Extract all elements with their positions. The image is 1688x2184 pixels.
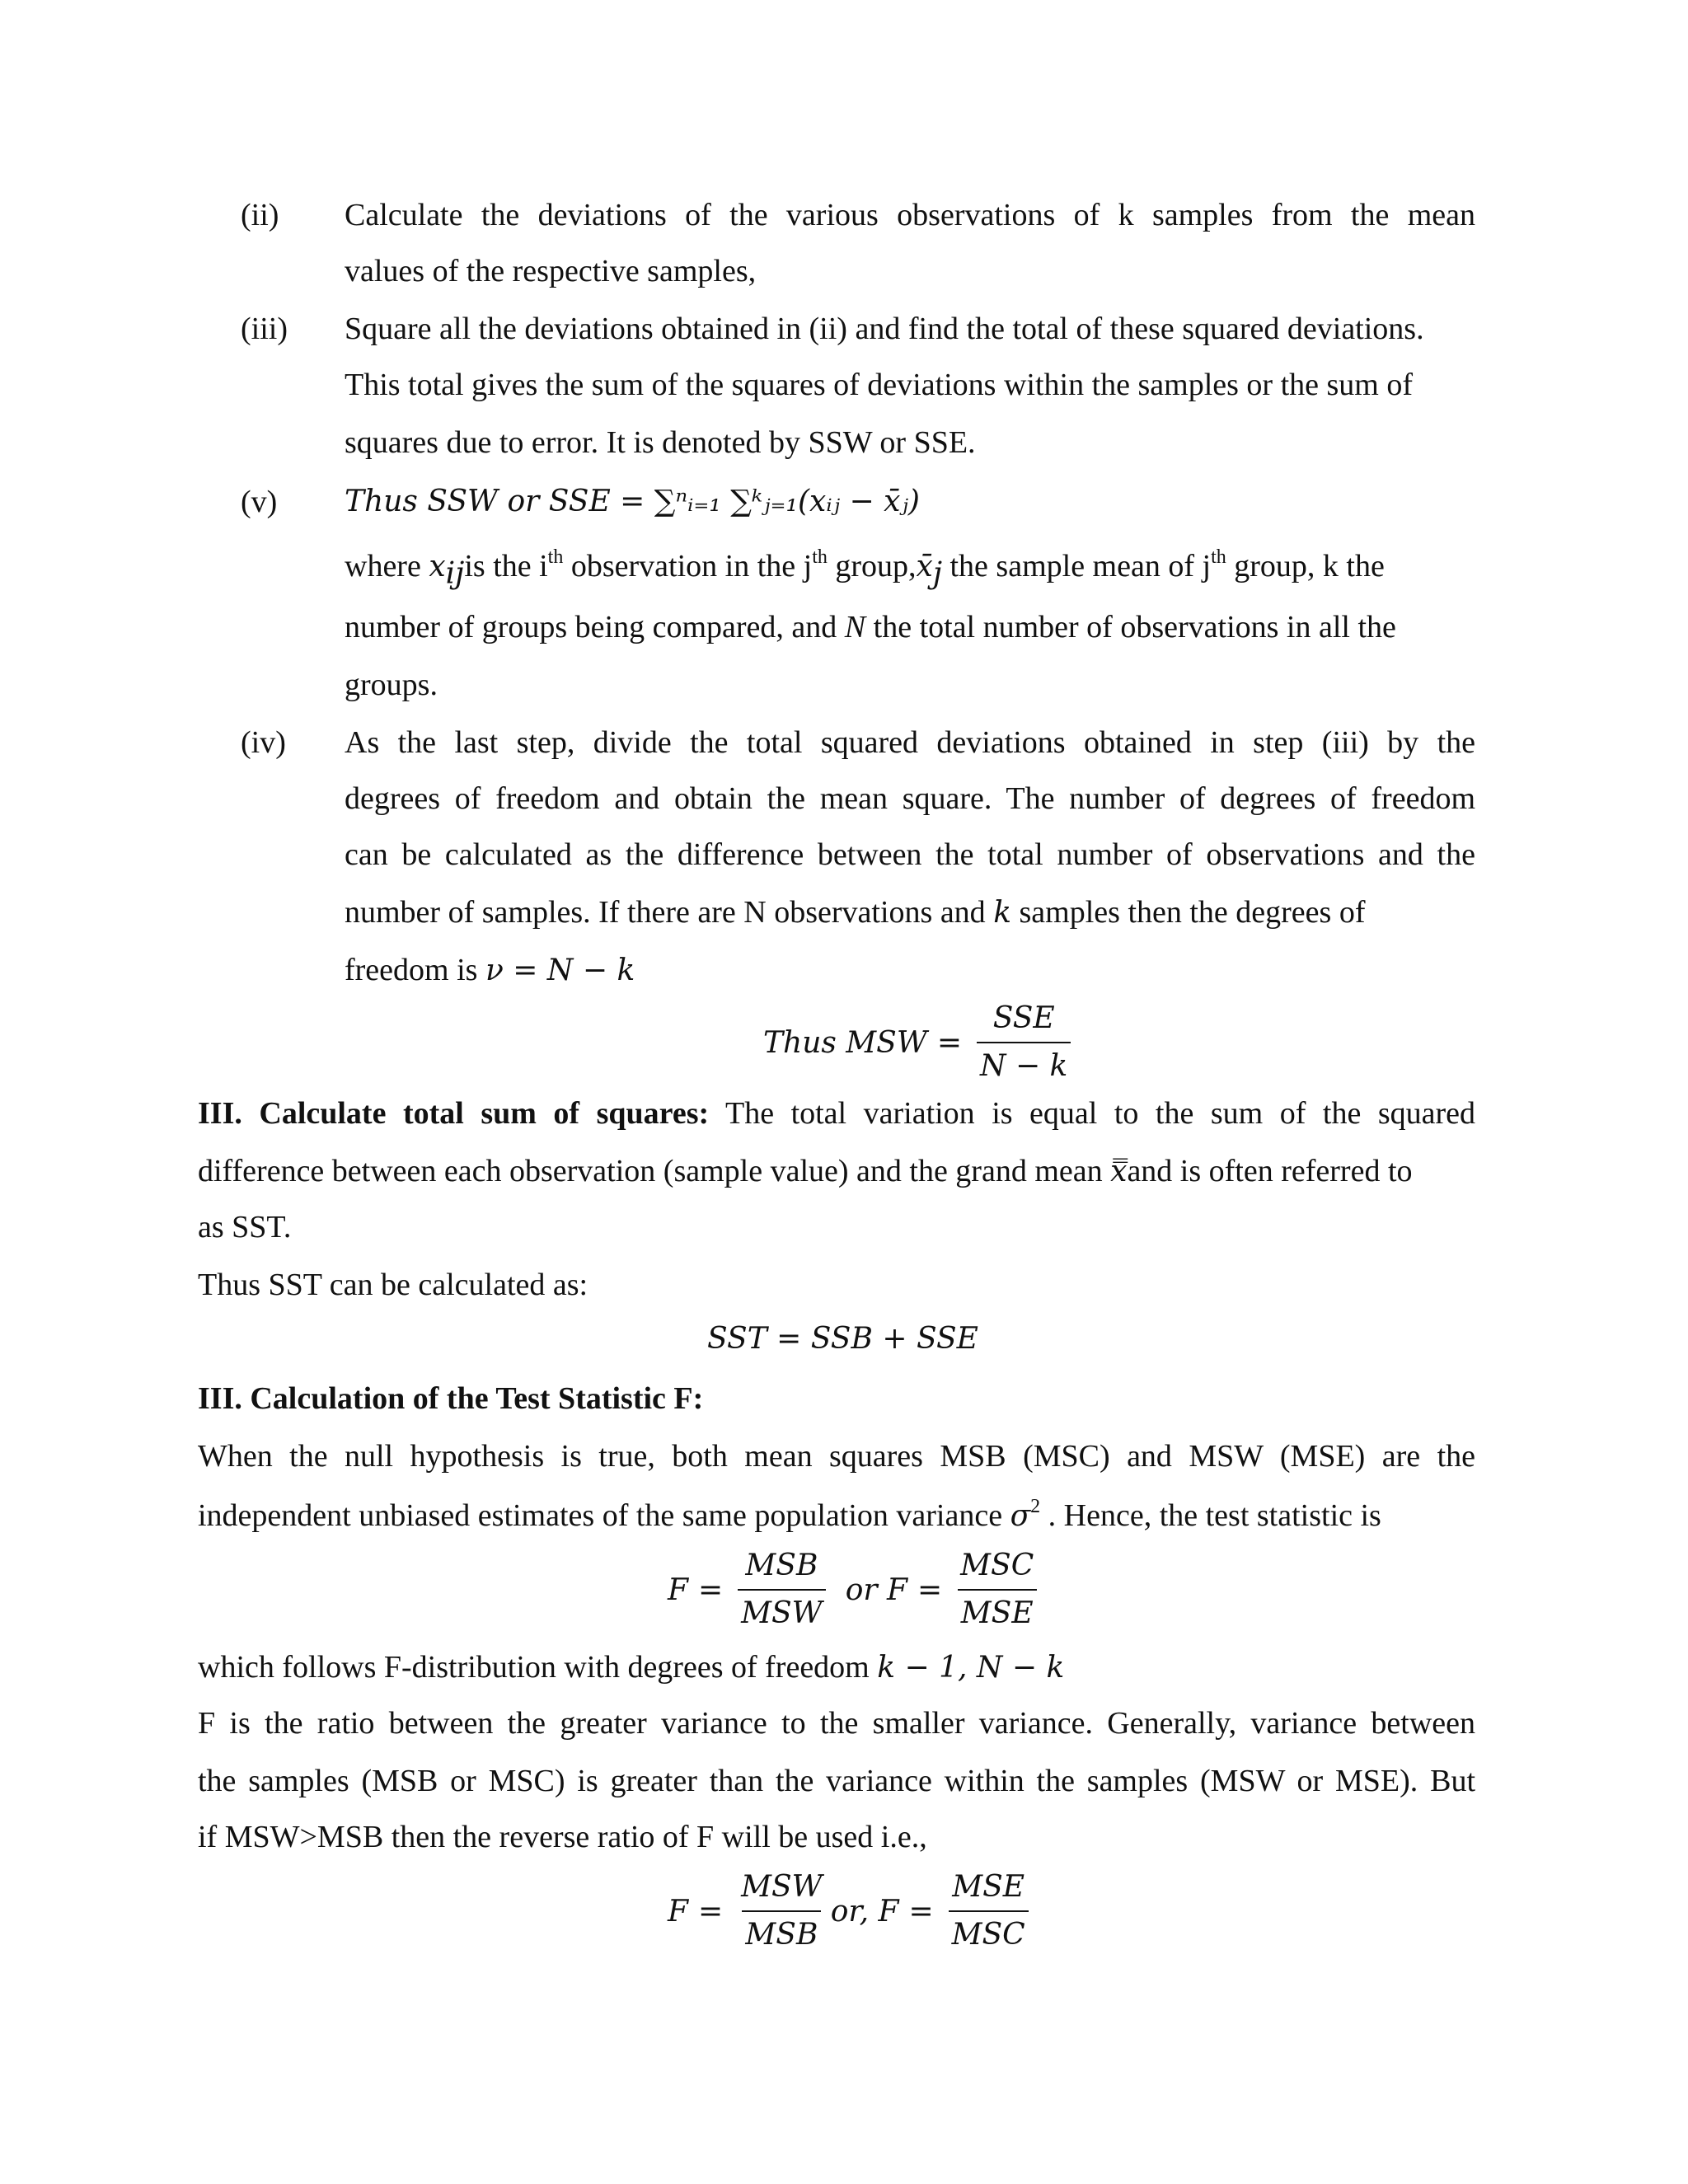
f-section-line-1: When the null hypothesis is true, both mean squares MSB (MSC) and MSW (MSE) are the (198, 1439, 1475, 1474)
f-section-line-3 (198, 1647, 1475, 1689)
item-iii-line-1: Square all the deviations obtained in (ii) and find the total of these squared deviations. (345, 312, 1424, 346)
item-v-line-2a: number of groups being compared, and (345, 610, 845, 644)
where-text-f: group, k the (1226, 549, 1385, 583)
f-section-line-5: the samples (MSB or MSC) is greater than the variance within the samples (MSW or MSE). But (198, 1764, 1475, 1798)
f-line-3a: which follows F-distribution with degrees of freedom (198, 1650, 878, 1685)
fraction-denominator-4: MSC (949, 1910, 1029, 1953)
item-iii-line-3: squares due to error. It is denoted by SSW or SSE. (345, 425, 976, 460)
or-f-text: or F (845, 1572, 907, 1607)
item-v-where-line (345, 546, 1475, 591)
sst-line-4: Thus SST can be calculated as: (198, 1268, 588, 1302)
or-f-text-2: or, F (830, 1894, 899, 1929)
f-ratio-equation-2 (668, 1869, 1034, 1953)
x-bar-j-subscript: j (932, 556, 942, 591)
sst-line-2b: and is often referred to (1127, 1154, 1413, 1188)
item-iv-line-5a: freedom is (345, 953, 485, 987)
f-equals-4: = (908, 1894, 934, 1929)
sst-paragraph-line-2 (198, 1151, 1475, 1193)
item-iv-line-4a: number of samples. If there are N observations and (345, 895, 994, 930)
sst-equation: SST = SSB + SSE (707, 1322, 978, 1356)
f-equals: = (697, 1572, 724, 1607)
f-equals-2: = (917, 1572, 943, 1607)
item-number-iv: (iv) (241, 725, 286, 760)
item-iv-line-1: As the last step, divide the total squared deviations obtained in step (iii) by the (345, 725, 1475, 760)
fraction-numerator-4: MSE (952, 1870, 1025, 1904)
superscript-th-1: th (547, 546, 564, 569)
item-v-line-3: groups. (345, 668, 438, 702)
msw-denominator: N − k (977, 1042, 1071, 1085)
item-v-n-symbol: N (844, 610, 866, 644)
mse-over-msc-fraction (949, 1869, 1029, 1953)
msw-lhs: Thus MSW (763, 1025, 927, 1060)
dof-equation: ν = N − k (485, 954, 635, 987)
sst-paragraph-line-1 (198, 1093, 1475, 1134)
msc-over-mse-fraction (957, 1548, 1037, 1632)
fraction-denominator: MSW (738, 1589, 826, 1632)
f-section-line-6: if MSW>MSB then the reverse ratio of F will be used i.e., (198, 1820, 927, 1854)
sst-line-1: The total variation is equal to the sum of the squared (709, 1096, 1475, 1131)
msw-equals: = (936, 1025, 962, 1060)
ssw-formula: Thus SSW or SSE = ∑ⁿᵢ₌₁ ∑ᵏⱼ₌₁(xᵢⱼ − x̄ⱼ) (345, 485, 920, 518)
item-iv-line-4b: samples then the degrees of (1011, 895, 1366, 930)
sst-line-3: as SST. (198, 1210, 292, 1244)
f-section-heading: III. Calculation of the Test Statistic F: (198, 1381, 704, 1416)
f-symbol-2: F (668, 1894, 688, 1929)
fraction-denominator-3: MSB (742, 1910, 821, 1953)
item-v-line-2 (345, 607, 1475, 648)
item-iv-line-5 (345, 949, 1475, 991)
x-ij-subscript: ij (445, 556, 465, 591)
fraction-numerator-3: MSW (741, 1870, 823, 1904)
where-text-d: group, (827, 549, 917, 583)
where-text-a: where (345, 549, 429, 583)
x-bar-j-symbol: x̄ (916, 550, 933, 583)
item-iv-k-symbol: k (993, 896, 1012, 930)
item-iv-line-2: degrees of freedom and obtain the mean square. The number of degrees of freedom (345, 781, 1475, 816)
item-iv-line-3: can be calculated as the difference between the total number of observations and the (345, 837, 1475, 872)
f-dof-equation: k − 1, N − k (877, 1651, 1065, 1685)
item-iii-line-2: This total gives the sum of the squares of deviations within the samples or the sum of (345, 368, 1414, 402)
grand-mean-symbol: x̿ (1110, 1155, 1128, 1188)
sigma-superscript: 2 (1030, 1496, 1041, 1518)
f-line-2b: . Hence, the test statistic is (1040, 1498, 1381, 1533)
msw-over-msb-fraction (738, 1869, 826, 1953)
x-ij-symbol: x (429, 550, 446, 583)
item-iv-line-4 (345, 892, 1475, 934)
fraction-numerator: MSB (745, 1549, 818, 1582)
msw-fraction (977, 1001, 1071, 1085)
item-number-v: (v) (241, 485, 278, 519)
item-number-iii: (iii) (241, 312, 288, 346)
f-section-line-2 (198, 1495, 1475, 1537)
msb-over-msw-fraction (738, 1548, 826, 1632)
fraction-numerator-2: MSC (960, 1549, 1034, 1582)
f-line-2a: independent unbiased estimates of the same population variance (198, 1498, 1010, 1533)
f-symbol: F (668, 1572, 688, 1607)
f-ratio-equation-1 (668, 1548, 1042, 1632)
sst-line-2a: difference between each observation (sample value) and the grand mean (198, 1154, 1111, 1188)
item-number-ii: (ii) (241, 198, 279, 232)
superscript-th-3: th (1211, 546, 1226, 569)
sigma-symbol: σ (1010, 1499, 1031, 1533)
f-equals-3: = (697, 1894, 724, 1929)
msw-equation (763, 1001, 1076, 1085)
superscript-th-2: th (812, 546, 828, 569)
item-v-line-2b: the total number of observations in all the (865, 610, 1396, 644)
where-text-b: is the i (464, 549, 548, 583)
f-section-line-4: F is the ratio between the greater variance to the smaller variance. Generally, variance between (198, 1706, 1475, 1741)
item-ii-line-1: Calculate the deviations of the various observations of k samples from the mean (345, 198, 1475, 232)
fraction-denominator-2: MSE (958, 1589, 1037, 1632)
where-text-c: observation in the j (563, 549, 813, 583)
where-text-e: the sample mean of j (942, 549, 1212, 583)
sst-heading: III. Calculate total sum of squares: (198, 1096, 710, 1131)
item-ii-line-2: values of the respective samples, (345, 254, 757, 288)
msw-numerator: SSE (992, 1001, 1055, 1035)
